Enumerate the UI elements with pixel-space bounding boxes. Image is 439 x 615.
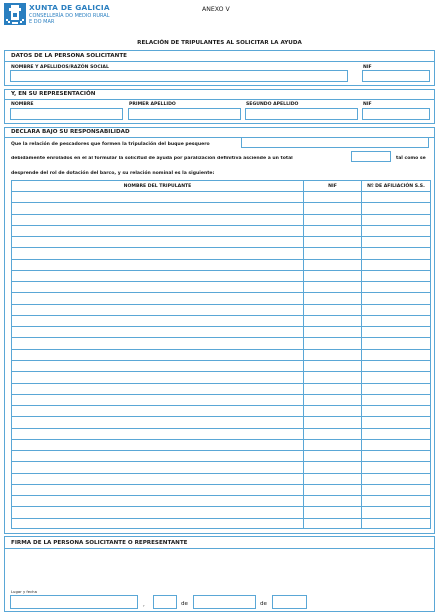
declara-heading: DECLARA BAJO SU RESPONSABILIDAD: [11, 129, 130, 135]
table-row[interactable]: [11, 191, 431, 192]
table-row[interactable]: [11, 349, 431, 350]
table-row[interactable]: [11, 394, 431, 395]
day-field[interactable]: [153, 595, 177, 609]
firma-heading: FIRMA DE LA PERSONA SOLICITANTE O REPRESENTANTE: [11, 540, 188, 546]
comma-text: ,: [143, 602, 145, 608]
table-row[interactable]: [11, 360, 431, 361]
solicitante-divider: [5, 61, 434, 62]
table-row[interactable]: [11, 247, 431, 248]
table-row[interactable]: [11, 405, 431, 406]
rep-nif-field[interactable]: [362, 108, 430, 120]
org-name: XUNTA DE GALICIA: [29, 3, 110, 12]
solicitante-heading: DATOS DE LA PERSONA SOLICITANTE: [11, 53, 127, 59]
name-field[interactable]: [10, 70, 348, 82]
table-row[interactable]: [11, 495, 431, 496]
table-row[interactable]: [11, 236, 431, 237]
table-row[interactable]: [11, 202, 431, 203]
declara-line-2: debidamente enrolados en el al formular la solicitud de ayuda por paralización definitiva asciende a un total: [11, 156, 293, 161]
firma-divider: [5, 548, 434, 549]
de-text-1: de: [181, 601, 188, 607]
table-row[interactable]: [11, 281, 431, 282]
primer-apellido-field[interactable]: [128, 108, 241, 120]
table-row[interactable]: [11, 304, 431, 305]
table-row[interactable]: [11, 461, 431, 462]
table-row[interactable]: [11, 315, 431, 316]
lugar-label: Lugar y fecha: [11, 589, 37, 594]
rep-nif-label: NIF: [363, 102, 372, 107]
table-row[interactable]: [11, 506, 431, 507]
col-divider-1: [303, 180, 304, 529]
table-row[interactable]: [11, 518, 431, 519]
col-name-header: NOMBRE DEL TRIPULANTE: [123, 184, 192, 189]
col-ss-header: Nº DE AFILIACIÓN S.S.: [367, 184, 425, 189]
table-row[interactable]: [11, 450, 431, 451]
representacion-section: [4, 89, 435, 124]
nombre-field[interactable]: [10, 108, 123, 120]
galicia-shield-icon: [4, 3, 26, 25]
nif-field[interactable]: [362, 70, 430, 82]
col-nif-header: NIF: [328, 184, 337, 189]
declara-line-1: Que la relación de pescadores que formen la tripulación del buque pesquero: [11, 142, 210, 147]
firma-section: [4, 536, 435, 612]
representacion-divider: [5, 99, 434, 100]
col-divider-2: [361, 180, 362, 529]
table-row[interactable]: [11, 473, 431, 474]
table-row[interactable]: [11, 326, 431, 327]
nif-label: NIF: [363, 65, 372, 70]
declara-line-3: desprende del rol de dotación del barco, y su relación nominal es la siguiente:: [11, 171, 215, 176]
table-row[interactable]: [11, 383, 431, 384]
table-row[interactable]: [11, 337, 431, 338]
logo: [4, 3, 26, 25]
declara-line-2-end: tal como se: [396, 156, 426, 161]
nombre-label: NOMBRE: [11, 102, 34, 107]
solicitante-section: [4, 50, 435, 86]
annex-label: ANEXO V: [202, 6, 230, 13]
de-text-2: de: [260, 601, 267, 607]
table-row[interactable]: [11, 371, 431, 372]
table-row[interactable]: [11, 270, 431, 271]
page-title: RELACIÓN DE TRIPULANTES AL SOLICITAR LA AYUDA: [137, 40, 302, 46]
name-label: NOMBRE Y APELLIDOS/RAZÓN SOCIAL: [11, 65, 109, 70]
table-row[interactable]: [11, 416, 431, 417]
year-field[interactable]: [272, 595, 307, 609]
table-row[interactable]: [11, 292, 431, 293]
segundo-apellido-field[interactable]: [245, 108, 358, 120]
table-row[interactable]: [11, 484, 431, 485]
table-row[interactable]: [11, 428, 431, 429]
total-field[interactable]: [351, 151, 391, 162]
primer-apellido-label: PRIMER APELLIDO: [129, 102, 176, 107]
representacion-heading: Y, EN SU REPRESENTACIÓN: [11, 91, 96, 97]
dept-line-2: E DO MAR: [29, 19, 55, 25]
table-row[interactable]: [11, 214, 431, 215]
table-row[interactable]: [11, 225, 431, 226]
dept-line-1: CONSELLERÍA DO MEDIO RURAL: [29, 13, 110, 19]
month-field[interactable]: [193, 595, 256, 609]
buque-field[interactable]: [241, 137, 429, 148]
table-row[interactable]: [11, 259, 431, 260]
lugar-field[interactable]: [10, 595, 138, 609]
crew-table: [11, 180, 431, 529]
table-row[interactable]: [11, 439, 431, 440]
segundo-apellido-label: SEGUNDO APELLIDO: [246, 102, 299, 107]
